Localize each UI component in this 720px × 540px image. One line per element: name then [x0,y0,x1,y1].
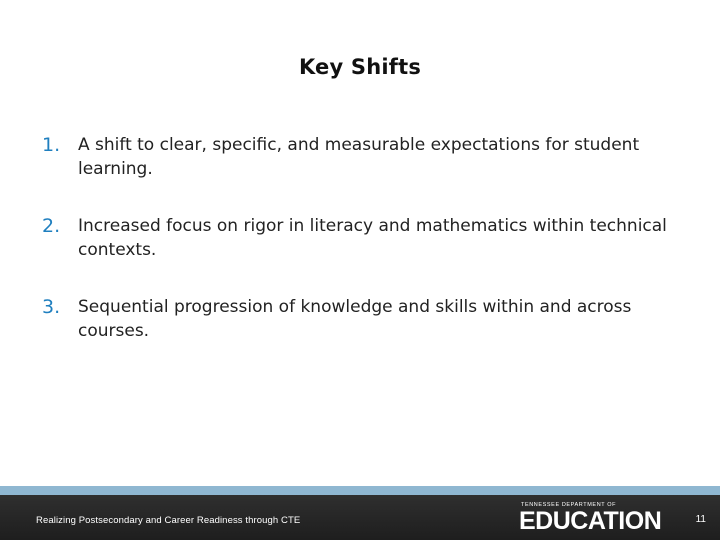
list-item-text: Sequential progression of knowledge and skills within and across courses. [78,297,632,341]
list-item [42,133,682,181]
page-number: 11 [695,514,706,525]
key-shifts-list [42,133,682,343]
slide-title: Key Shifts [298,55,422,79]
logo-wordmark: EDUCATION [519,507,662,535]
list-item-number: 3. [42,296,61,318]
list-item [42,214,682,262]
education-logo [519,500,681,536]
list-item-text: A shift to clear, specific, and measurable expectations for student learning. [78,135,640,179]
list-item-number: 2. [42,215,61,237]
footer-bar [0,495,720,540]
footer-accent-band [0,486,720,495]
list-item-number: 1. [42,134,61,156]
footer-caption: Realizing Postsecondary and Career Readiness through CTE [36,515,301,526]
list-item [42,295,682,343]
list-item-text: Increased focus on rigor in literacy and mathematics within technical contexts. [78,216,667,260]
logo-subtitle: TENNESSEE DEPARTMENT OF [521,502,617,508]
